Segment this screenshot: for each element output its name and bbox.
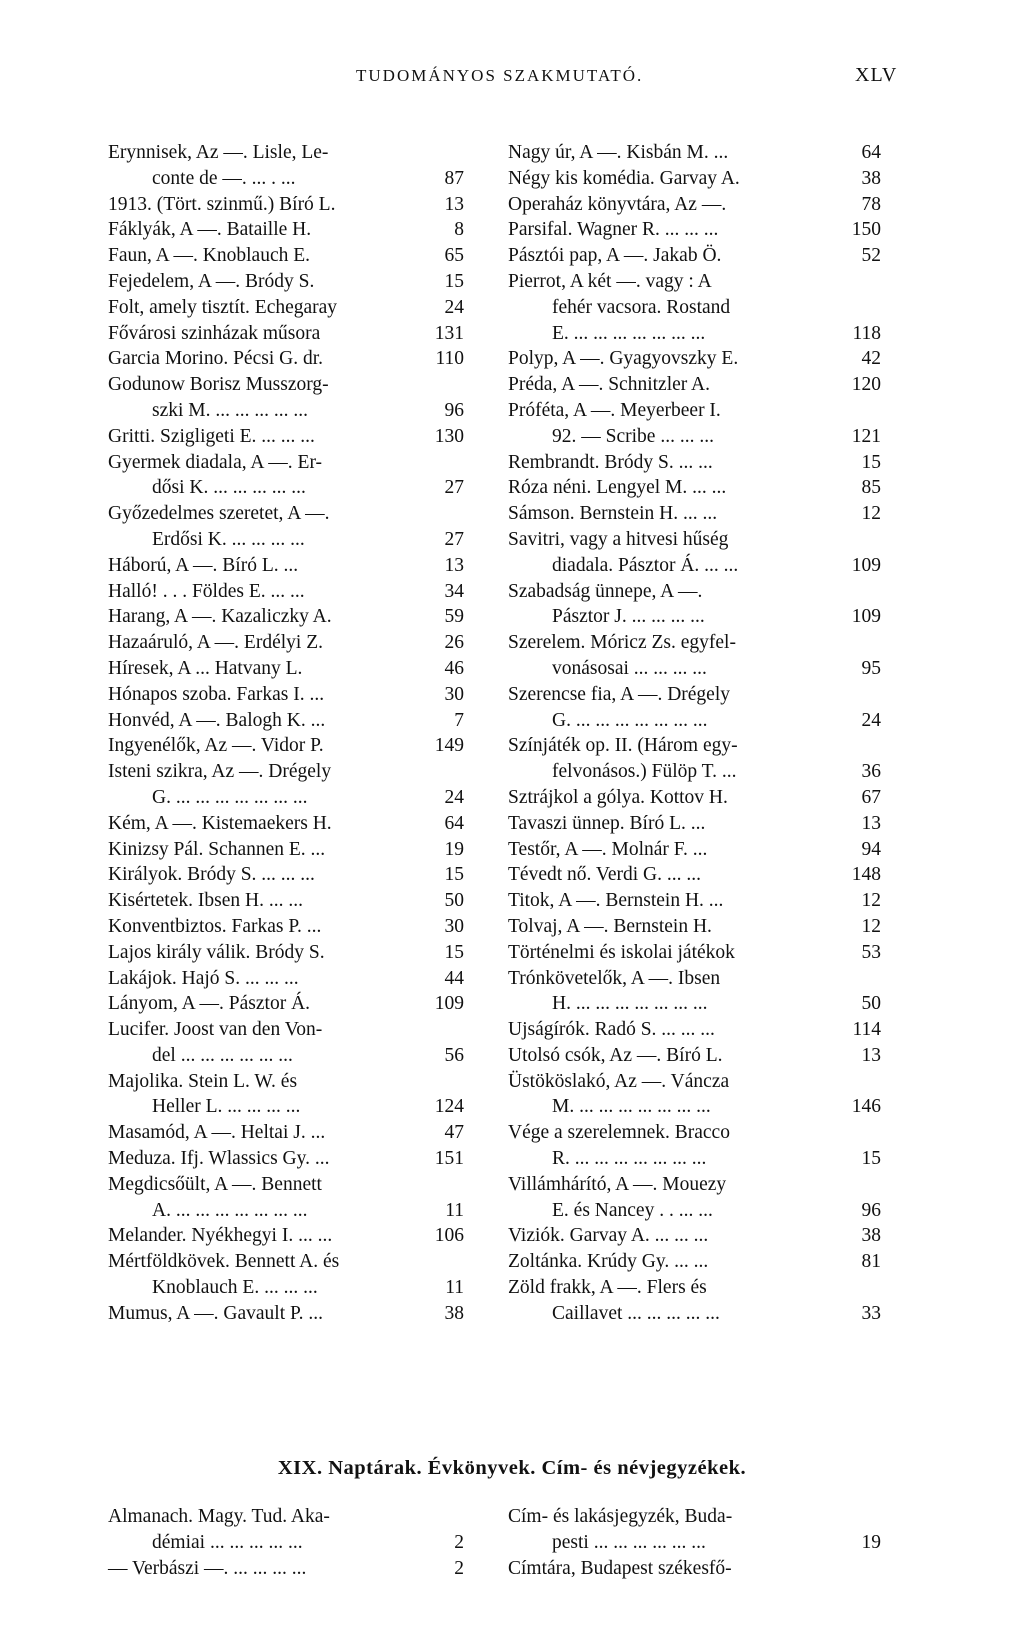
entry-text: Villámhárító, A —. Mouezy — [508, 1173, 727, 1195]
right-index-column — [508, 140, 881, 1327]
entry-text: Mumus, A —. Gavault P. ... — [108, 1302, 324, 1324]
entry-text: Próféta, A —. Meyerbeer I. — [508, 399, 721, 421]
index-entry-line — [508, 1223, 881, 1249]
entry-page-number: 19 — [444, 838, 464, 860]
index-entry-line — [508, 656, 881, 682]
entry-page-number: 12 — [861, 503, 881, 525]
entry-page-number: 106 — [434, 1225, 464, 1247]
index-entry-line — [108, 682, 464, 708]
entry-text: Majolika. Stein L. W. és — [108, 1070, 298, 1092]
entry-page-number: 13 — [444, 193, 464, 215]
entry-text: Címtára, Budapest székesfő- — [508, 1557, 732, 1579]
entry-text: Háború, A —. Bíró L. ... — [108, 554, 299, 576]
entry-page-number: 15 — [861, 1148, 881, 1170]
entry-page-number: 121 — [851, 425, 881, 447]
entry-text: Tavaszi ünnep. Bíró L. ... — [508, 812, 706, 834]
index-entry-line — [108, 192, 464, 218]
entry-text: Sztrájkol a gólya. Kottov H. — [508, 786, 728, 808]
entry-page-number: 47 — [444, 1122, 464, 1144]
entry-text: Harang, A —. Kazaliczky A. — [108, 606, 332, 628]
index-entry-line — [508, 888, 881, 914]
entry-text: Préda, A —. Schnitzler A. — [508, 374, 711, 396]
entry-text: Zöld frakk, A —. Flers és — [508, 1277, 707, 1299]
entry-text: del ... ... ... ... ... ... — [152, 1044, 293, 1066]
entry-text: Pásztói pap, A —. Jakab Ö. — [508, 245, 722, 267]
entry-text: Színjáték op. II. (Három egy- — [508, 735, 738, 757]
entry-page-number: 110 — [435, 348, 464, 370]
page-header — [0, 66, 1024, 96]
entry-page-number: 34 — [444, 580, 464, 602]
index-entry-line — [108, 217, 464, 243]
index-entry-line — [108, 733, 464, 759]
index-entry-line — [508, 604, 881, 630]
index-entry-line — [508, 1069, 881, 1095]
entry-text: Knoblauch E. ... ... ... — [152, 1277, 318, 1299]
entry-page-number: 65 — [444, 245, 464, 267]
index-entry-line — [508, 682, 881, 708]
index-entry-line — [508, 1198, 881, 1224]
index-entry-line — [508, 1301, 881, 1327]
index-entry-line — [508, 295, 881, 321]
index-entry-line — [508, 1120, 881, 1146]
entry-text: Konventbiztos. Farkas P. ... — [108, 915, 322, 937]
index-entry-line — [508, 1556, 881, 1582]
entry-page-number: 30 — [444, 683, 464, 705]
entry-text: Királyok. Bródy S. ... ... ... — [108, 864, 315, 886]
index-entry-line — [108, 862, 464, 888]
entry-page-number: 120 — [851, 374, 881, 396]
entry-text: Lányom, A —. Pásztor Á. — [108, 993, 311, 1015]
index-entry-line — [508, 991, 881, 1017]
index-entry-line — [508, 269, 881, 295]
index-entry-line — [508, 862, 881, 888]
entry-text: Mértföldkövek. Bennett A. és — [108, 1251, 340, 1273]
index-entry-line — [108, 1301, 464, 1327]
index-entry-line — [508, 553, 881, 579]
index-entry-line — [508, 321, 881, 347]
index-entry-line — [108, 1069, 464, 1095]
index-entry-line — [508, 1275, 881, 1301]
entry-page-number: 30 — [444, 915, 464, 937]
entry-text: Titok, A —. Bernstein H. ... — [508, 890, 724, 912]
entry-text: Zoltánka. Krúdy Gy. ... ... — [508, 1251, 709, 1273]
entry-page-number: 109 — [851, 554, 881, 576]
index-entry-line — [508, 450, 881, 476]
entry-page-number: 131 — [434, 322, 464, 344]
index-entry-line — [508, 1504, 881, 1530]
entry-text: Ingyenélők, Az —. Vidor P. — [108, 735, 324, 757]
entry-page-number: 27 — [444, 477, 464, 499]
index-entry-line — [108, 1223, 464, 1249]
left-index-column — [108, 140, 464, 1327]
entry-page-number: 87 — [444, 167, 464, 189]
entry-text: Róza néni. Lengyel M. ... ... — [508, 477, 727, 499]
index-entry-line — [508, 501, 881, 527]
entry-page-number: 96 — [444, 399, 464, 421]
index-entry-line — [108, 372, 464, 398]
entry-text: fehér vacsora. Rostand — [552, 296, 731, 318]
index-entry-line — [508, 966, 881, 992]
entry-text: Godunow Borisz Musszorg- — [108, 374, 329, 396]
entry-page-number: 13 — [861, 1044, 881, 1066]
entry-page-number: 118 — [852, 322, 881, 344]
entry-text: Faun, A —. Knoblauch E. — [108, 245, 311, 267]
entry-text: Erdősi K. ... ... ... ... — [152, 528, 305, 550]
entry-page-number: 67 — [861, 786, 881, 808]
entry-text: Masamód, A —. Heltai J. ... — [108, 1122, 326, 1144]
entry-text: Kinizsy Pál. Schannen E. ... — [108, 838, 326, 860]
entry-page-number: 12 — [861, 915, 881, 937]
entry-text: Sámson. Bernstein H. ... ... — [508, 503, 718, 525]
index-entry-line — [508, 837, 881, 863]
index-entry-line — [108, 604, 464, 630]
entry-text: Gyermek diadala, A —. Er- — [108, 451, 323, 473]
entry-text: Trónkövetelők, A —. Ibsen — [508, 967, 721, 989]
index-entry-line — [108, 579, 464, 605]
entry-text: Almanach. Magy. Tud. Aka- — [108, 1506, 330, 1527]
entry-page-number: 2 — [454, 1557, 464, 1579]
index-entry-line — [108, 1198, 464, 1224]
entry-text: Rembrandt. Bródy S. ... ... — [508, 451, 713, 473]
entry-text: E. és Nancey . . ... ... — [552, 1199, 713, 1221]
index-entry-line — [108, 243, 464, 269]
index-entry-line — [108, 785, 464, 811]
entry-page-number: 13 — [444, 554, 464, 576]
entry-text: Savitri, vagy a hitvesi hűség — [508, 528, 729, 550]
entry-text: Üstököslakó, Az —. Váncza — [508, 1070, 730, 1092]
section-right-column — [508, 1504, 881, 1581]
entry-text: Tolvaj, A —. Bernstein H. — [508, 915, 712, 937]
page-number: XLV — [855, 64, 898, 86]
index-entry-line — [108, 1275, 464, 1301]
index-entry-line — [508, 708, 881, 734]
index-entry-line — [508, 759, 881, 785]
index-entry-line — [508, 166, 881, 192]
index-entry-line — [108, 940, 464, 966]
entry-text: Tévedt nő. Verdi G. ... ... — [508, 864, 701, 886]
index-entry-line — [108, 346, 464, 372]
index-entry-line — [108, 1146, 464, 1172]
index-entry-line — [108, 1120, 464, 1146]
index-entry-line — [108, 1249, 464, 1275]
index-entry-line — [508, 1249, 881, 1275]
index-entry-line — [508, 1043, 881, 1069]
index-entry-line — [108, 269, 464, 295]
entry-text: Honvéd, A —. Balogh K. ... — [108, 709, 326, 731]
entry-text: R. ... ... ... ... ... ... ... — [552, 1148, 707, 1170]
index-entry-line — [508, 398, 881, 424]
entry-page-number: 50 — [861, 993, 881, 1015]
index-entry-line — [108, 166, 464, 192]
index-entry-line — [108, 888, 464, 914]
index-entry-line — [108, 966, 464, 992]
index-entry-line — [508, 785, 881, 811]
entry-text: Lajos király válik. Bródy S. — [108, 941, 325, 963]
index-entry-line — [108, 1094, 464, 1120]
index-entry-line — [108, 1556, 464, 1582]
entry-page-number: 114 — [852, 1019, 881, 1041]
index-entry-line — [108, 708, 464, 734]
index-entry-line — [108, 811, 464, 837]
index-entry-line — [508, 192, 881, 218]
entry-text: Parsifal. Wagner R. ... ... ... — [508, 219, 719, 241]
entry-page-number: 50 — [444, 890, 464, 912]
entry-page-number: 38 — [861, 167, 881, 189]
entry-page-number: 15 — [444, 864, 464, 886]
index-entry-line — [508, 1094, 881, 1120]
entry-text: felvonásos.) Fülöp T. ... — [552, 761, 737, 783]
index-entry-line — [508, 243, 881, 269]
index-entry-line — [508, 527, 881, 553]
index-entry-line — [108, 450, 464, 476]
entry-text: dősi K. ... ... ... ... ... — [152, 477, 306, 499]
entry-page-number: 38 — [444, 1302, 464, 1324]
index-entry-line — [108, 295, 464, 321]
index-entry-line — [108, 398, 464, 424]
index-entry-line — [108, 527, 464, 553]
index-entry-line — [108, 1172, 464, 1198]
index-entry-line — [508, 811, 881, 837]
entry-text: Nagy úr, A —. Kisbán M. ... — [508, 142, 729, 163]
entry-text: Isteni szikra, Az —. Drégely — [108, 761, 332, 783]
running-title: TUDOMÁNYOS SZAKMUTATÓ. — [356, 66, 644, 85]
entry-page-number: 24 — [861, 709, 881, 731]
entry-page-number: 26 — [444, 632, 464, 654]
entry-page-number: 64 — [861, 142, 881, 163]
entry-text: Megdicsőült, A —. Bennett — [108, 1173, 322, 1195]
entry-page-number: 130 — [434, 425, 464, 447]
entry-text: Erynnisek, Az —. Lisle, Le- — [108, 142, 329, 163]
index-entry-line — [108, 475, 464, 501]
index-entry-line — [108, 1504, 464, 1530]
entry-page-number: 150 — [851, 219, 881, 241]
entry-page-number: 109 — [851, 606, 881, 628]
entry-text: Melander. Nyékhegyi I. ... ... — [108, 1225, 333, 1247]
entry-page-number: 44 — [444, 967, 464, 989]
entry-page-number: 81 — [861, 1251, 881, 1273]
entry-text: pesti ... ... ... ... ... ... — [552, 1531, 706, 1553]
entry-page-number: 11 — [445, 1277, 464, 1299]
entry-text: Pásztor J. ... ... ... ... — [552, 606, 705, 628]
index-entry-line — [108, 553, 464, 579]
entry-page-number: 94 — [861, 838, 881, 860]
entry-text: Ujságírók. Radó S. ... ... ... — [508, 1019, 715, 1041]
index-entry-line — [508, 940, 881, 966]
index-entry-line — [108, 759, 464, 785]
entry-page-number: 33 — [861, 1302, 881, 1324]
entry-text: diadala. Pásztor Á. ... ... — [552, 554, 739, 576]
index-entry-line — [108, 140, 464, 166]
entry-page-number: 15 — [444, 941, 464, 963]
entry-text: Hazaáruló, A —. Erdélyi Z. — [108, 632, 323, 654]
entry-text: Gritti. Szigligeti E. ... ... ... — [108, 425, 315, 447]
entry-text: Testőr, A —. Molnár F. ... — [508, 838, 708, 860]
index-entry-line — [508, 346, 881, 372]
entry-text: Garcia Morino. Pécsi G. dr. — [108, 348, 323, 370]
index-entry-line — [108, 837, 464, 863]
entry-page-number: 27 — [444, 528, 464, 550]
entry-page-number: 56 — [444, 1044, 464, 1066]
entry-text: Győzedelmes szeretet, A —. — [108, 503, 330, 525]
entry-page-number: 36 — [861, 761, 881, 783]
entry-text: Kém, A —. Kistemaekers H. — [108, 812, 332, 834]
index-entry-line — [508, 1530, 881, 1556]
index-entry-line — [508, 424, 881, 450]
entry-page-number: 85 — [861, 477, 881, 499]
entry-text: Halló! . . . Földes E. ... ... — [108, 580, 305, 602]
index-entry-line — [508, 475, 881, 501]
entry-page-number: 96 — [861, 1199, 881, 1221]
entry-page-number: 8 — [454, 219, 464, 241]
index-entry-line — [508, 733, 881, 759]
entry-text: M. ... ... ... ... ... ... ... — [552, 1096, 711, 1118]
index-entry-line — [108, 501, 464, 527]
entry-text: G. ... ... ... ... ... ... ... — [552, 709, 708, 731]
entry-text: Caillavet ... ... ... ... ... — [552, 1302, 720, 1324]
entry-text: Lucifer. Joost van den Von- — [108, 1019, 323, 1041]
entry-page-number: 24 — [444, 296, 464, 318]
index-entry-line — [508, 217, 881, 243]
entry-text: A. ... ... ... ... ... ... ... — [152, 1199, 308, 1221]
entry-text: szki M. ... ... ... ... ... — [152, 399, 308, 421]
entry-page-number: 95 — [861, 657, 881, 679]
entry-page-number: 124 — [434, 1096, 464, 1118]
entry-text: Folt, amely tisztít. Echegaray — [108, 296, 338, 318]
index-entry-line — [508, 914, 881, 940]
section-left-column — [108, 1504, 464, 1581]
entry-text: Meduza. Ifj. Wlassics Gy. ... — [108, 1148, 330, 1170]
entry-text: Heller L. ... ... ... ... — [152, 1096, 301, 1118]
entry-text: Négy kis komédia. Garvay A. — [508, 167, 740, 189]
index-entry-line — [508, 1017, 881, 1043]
entry-text: vonásosai ... ... ... ... — [552, 657, 707, 679]
entry-text: Vége a szerelemnek. Bracco — [508, 1122, 730, 1144]
entry-page-number: 53 — [861, 941, 881, 963]
entry-page-number: 15 — [861, 451, 881, 473]
entry-page-number: 19 — [861, 1531, 881, 1553]
entry-page-number: 15 — [444, 270, 464, 292]
entry-text: démiai ... ... ... ... ... — [152, 1531, 303, 1553]
entry-text: Polyp, A —. Gyagyovszky E. — [508, 348, 739, 370]
entry-text: Szerelem. Móricz Zs. egyfel- — [508, 632, 736, 654]
index-entry-line — [108, 630, 464, 656]
entry-text: Fáklyák, A —. Bataille H. — [108, 219, 312, 241]
index-entry-line — [508, 630, 881, 656]
entry-text: Fejedelem, A —. Bródy S. — [108, 270, 315, 292]
entry-page-number: 148 — [851, 864, 881, 886]
entry-text: H. ... ... ... ... ... ... ... — [552, 993, 708, 1015]
entry-text: conte de —. ... . ... — [152, 167, 296, 189]
entry-text: Történelmi és iskolai játékok — [508, 941, 735, 963]
entry-page-number: 109 — [434, 993, 464, 1015]
entry-page-number: 46 — [444, 657, 464, 679]
entry-page-number: 146 — [851, 1096, 881, 1118]
entry-text: Fővárosi szinházak műsora — [108, 322, 321, 344]
entry-text: Utolsó csók, Az —. Bíró L. — [508, 1044, 723, 1066]
index-entry-line — [508, 140, 881, 166]
index-entry-line — [108, 321, 464, 347]
entry-text: Szerencse fia, A —. Drégely — [508, 683, 731, 705]
entry-page-number: 24 — [444, 786, 464, 808]
index-entry-line — [108, 1530, 464, 1556]
entry-page-number: 64 — [444, 812, 464, 834]
entry-page-number: 151 — [434, 1148, 464, 1170]
index-entry-line — [508, 372, 881, 398]
entry-text: Hónapos szoba. Farkas I. ... — [108, 683, 325, 705]
entry-text: Lakájok. Hajó S. ... ... ... — [108, 967, 299, 989]
index-entry-line — [508, 1172, 881, 1198]
index-entry-line — [108, 1043, 464, 1069]
entry-text: 1913. (Tört. szinmű.) Bíró L. — [108, 193, 336, 215]
entry-page-number: 38 — [861, 1225, 881, 1247]
index-entry-line — [108, 656, 464, 682]
index-entry-line — [508, 579, 881, 605]
index-entry-line — [108, 424, 464, 450]
entry-text: Viziók. Garvay A. ... ... ... — [508, 1225, 709, 1247]
entry-text: Kisértetek. Ibsen H. ... ... — [108, 890, 303, 912]
index-entry-line — [108, 914, 464, 940]
entry-text: Cím- és lakásjegyzék, Buda- — [508, 1506, 733, 1527]
entry-page-number: 11 — [445, 1199, 464, 1221]
entry-page-number: 2 — [454, 1531, 464, 1553]
entry-text: 92. — Scribe ... ... ... — [552, 425, 714, 447]
section-heading: XIX. Naptárak. Évkönyvek. Cím- és névjegyzékek. — [277, 1457, 747, 1479]
entry-text: E. ... ... ... ... ... ... ... — [552, 322, 706, 344]
entry-page-number: 12 — [861, 890, 881, 912]
index-entry-line — [508, 1146, 881, 1172]
entry-page-number: 42 — [861, 348, 881, 370]
entry-text: Operaház könyvtára, Az —. — [508, 193, 727, 215]
entry-text: — Verbászi —. ... ... ... ... — [108, 1557, 307, 1579]
entry-page-number: 59 — [444, 606, 464, 628]
index-entry-line — [108, 991, 464, 1017]
entry-page-number: 149 — [434, 735, 464, 757]
entry-page-number: 7 — [454, 709, 464, 731]
index-entry-line — [108, 1017, 464, 1043]
entry-text: Szabadság ünnepe, A —. — [508, 580, 703, 602]
entry-text: G. ... ... ... ... ... ... ... — [152, 786, 308, 808]
entry-text: Pierrot, A két —. vagy : A — [508, 270, 712, 292]
entry-page-number: 13 — [861, 812, 881, 834]
entry-text: Híresek, A ... Hatvany L. — [108, 657, 303, 679]
entry-page-number: 52 — [861, 245, 881, 267]
entry-page-number: 78 — [861, 193, 881, 215]
